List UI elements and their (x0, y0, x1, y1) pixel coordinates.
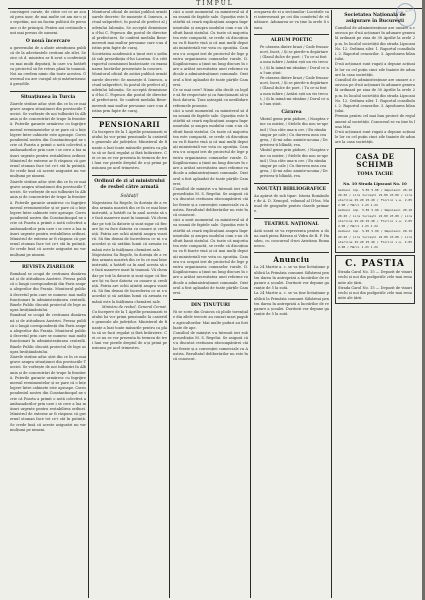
article-text: Ziarele străine aduc știri din ce în ce mai grave asupra situațiunei din provinciile Turciei. Se vorbește de noi tulburări în Albania și de concentrări de trupe la frontieră. Puterile garante urmăresc cu îngrijire mersul evenimentelor și se pare că o înțelegere între cabinete este aproape. Corespondentul nostru din Constantinopol ne scrie că Poarta a primit o notă colectivă a ambasadorilor prin care i se cere a lua măsuri urgente pentru restabilirea ordinei. Ministrul de externe ar fi răspuns că guvernul otoman face tot ce-i stă în putință. Se crede însă că aceste asigurări nu vor mulțumi pe nimeni. (10, 101, 86, 179)
signature: Ministru de resbel, General Cernat. (101, 304, 167, 309)
article-text: căci a sosit momentul ca ministerul să dea seamă de faptele sale. Opoziția este hotărîtă să ceară explicațiuni asupra împrumutului și asupra modului cum s-au cheltuit banii statului. Cu toate că majoritatea este compactă, se crede că discuțiunea va fi foarte viuă și că mai mulți deputați ministeriali vor vota cu opoziția. Camera s-a ocupat ieri de proiectul de lege pentru organizarea comunelor rurale. D. Kogălniceanu a ținut un lung discurs în care a arătat necesitatea unei reforme radicale a administrațiunei comunale. Oratorul a fost aplaudat de toate părțile Camerei. (173, 10, 248, 87)
column-rule (88, 10, 89, 598)
column-2 (92, 10, 167, 598)
article-text: Cu începere de la 1 Aprilie pensionarii statului își vor primi pensiunile la casieriile generale ale județelor. Ministerul de finanțe a luat toate măsurile pentru ca plata să se facă regulat și fără întârziere. Cei ce nu se vor prezenta în termen de trei luni vor pierde dreptul de a-și primi pensiunea pe acel trimestru. (92, 130, 167, 171)
article-text: Ni se scrie din Craiova că ploile torențiale din zilele trecute au cauzat mari pagube agricultorilor. Mai multe poduri au fost luate de ape. (173, 310, 248, 330)
article-text: Societatea academică a ținut ieri o ședință sub președinția d-lui Laurian. S-a citit raportul comisiunei însărcinate cu examinarea lucrărilor prezentate la concurs. (92, 51, 167, 72)
poem-title: Cărarea (281, 110, 302, 116)
announcement-text: La 24 Martie a. c. se va ține licitațiune publică la Primăria comunei Săbăreni pentru darea în antrepriză a lucrărilor de reparare a școalei. Doritorii vor depune garanție de 5 la sută. (254, 265, 329, 291)
notice-text: D-nii acționari sunt rugați a depune acțiunile lor cu cel puțin cinci zile înainte de adunare la casa societății. (335, 130, 415, 145)
advert-text: Strada Carol No. 15 — Depozit de vinuri vechi și noi din podgoriile cele mai renumite ale țării. (338, 270, 412, 285)
exchange-owner: TOMA TACHE (357, 171, 393, 177)
notice-text: D-nii acționari sunt rugați a depune acțiunile lor cu cel puțin cinci zile înainte de adunare la casa societății. (335, 62, 415, 77)
poem (254, 45, 329, 107)
column-rule (169, 10, 170, 598)
notice-text: Consiliul de administrațiune are onoare a convoca pe d-nii acționari în adunare generală ordinară pe ziua de 30 Aprilie la orele 2 p.m. în localul societății din strada Lipscani No. 12. Ordinea zilei: 1. Raportul consiliului. 2. Raportul cenzorilor. 3. Aprobarea bilanțului. (335, 26, 415, 62)
article-text: ocuparea de zi a secțiunilor: Lucrările cari interesează pe cei din comitetul de vânătoare. Adunarea se va ține la orele 8 seara. (254, 10, 329, 30)
separator (254, 183, 329, 184)
article-text: Românul se ocupă de cestiunea dunăreană și de atitudinea Austriei. Pressa publică o lungă corespondență din Paris asupra alegerilor din Franța. Monitorul publică decretul prin care se numesc mai mulți funcționari în administrațiunea centrală. Binele Public discută proiectul de lege asupra învățământului. (10, 271, 86, 313)
pastia-advert (335, 255, 415, 304)
column-1 (10, 10, 86, 598)
article-text: căci a sosit momentul ca ministerul să dea seamă de faptele sale. Opoziția este hotărîtă să ceară explicațiuni asupra împrumutului și asupra modului cum s-au cheltuit banii statului. Cu toate că majoritatea este compactă, se crede că discuțiunea va fi foarte viuă și că mai mulți deputați ministeriali vor vota cu opoziția. Camera s-a ocupat ieri de proiectul de lege pentru organizarea comunelor rurale. D. Kogălniceanu a ținut un lung discurs în care a arătat necesitatea unei reforme radicale a administrațiunei comunale. Oratorul a fost aplaudat de toate părțile Camerei. (173, 108, 248, 186)
article-heading: REVISTA ZIARELOR (21, 264, 75, 270)
article-subheading: Soldați! (120, 193, 139, 199)
poem-text: Vântul geme prin pădure, / Noaptea vine cu mister, / Stelele din nou se-aprind / Una câte una-n cer. / Eu rămân singur pe cale / Cu durerea mea cea grea, / Și-mi aduc aminte-acuma / De privirea-ți blândă, rea. (260, 148, 329, 179)
column-3 (173, 10, 248, 598)
advert-text: Strada Carol No. 15 — Depozit de vinuri vechi și noi din podgoriile cele mai renumite ale țării. (338, 285, 412, 301)
article-text: Cu începere de la 1 Aprilie pensionarii statului își vor primi pensiunile la casieriile generale ale județelor. Ministerul de finanțe a luat toate măsurile pentru ca plata să se facă regulat și fără întârziere. Cei ce nu se vor prezenta în termen de trei luni vor pierde dreptul de a-și primi pensiunea pe acel trimestru. (92, 309, 167, 351)
article-text: Ziarele străine aduc știri din ce în ce mai grave asupra situațiunei din provinciile Turciei. Se vorbește de noi tulburări în Albania și de concentrări de trupe la frontieră. Puterile garante urmăresc cu îngrijire mersul evenimentelor și se pare că o înțelegere între cabinete este aproape. Corespondentul nostru din Constantinopol ne scrie că Poarta a primit o notă colectivă a ambasadorilor prin care i se cere a lua măsuri urgente pentru restabilirea ordinei. Ministrul de externe ar fi răspuns că guvernul otoman face tot ce-i stă în putință. Se crede însă că aceste asigurări nu vor mulțumi pe nimeni. (10, 179, 86, 257)
separator (254, 34, 329, 35)
article-text: Ce se mai cere? Nimic alta decât ca legile să fie respectate și ca funcționarii să-și facă datoria. Țara așteaptă cu nerăbdare reformele promise. (173, 88, 248, 108)
poem-text: Pe cărarea dintre brazi / Cade frunza-ncet, încet, / Și se pierde-n depărtare / Glasul dulce de poet. / Tu ce-ai fost a mea iubire / Astăzi ești un vis trecut, / Și în inimă-mi rămâne / Dorul ce nu l-am știut. (260, 76, 329, 107)
separator (92, 117, 167, 118)
exchange-advert (335, 148, 415, 253)
article-text: Consiliul de miniștri s-a întrunit ieri sub președinția M. S. Regelui. Se asigură că s-a discutat cestiunea răscumpărărei căilor ferate și a convenției comerciale cu Austria. Rezultatul deliberărilor nu este încă cunoscut. (173, 186, 248, 217)
advert-brand: C. PASTIA (345, 259, 405, 270)
separator (92, 175, 167, 176)
separator (254, 218, 329, 219)
poem (254, 117, 329, 179)
article-heading: O nouă încercare (25, 39, 71, 45)
article-heading: ALBUM POETIC (270, 37, 313, 43)
exchange-rates: Galbeni imp. 5.85 5.90 / Napoleoni 20.10 20.20 / Lire turcești 22.80 23.00 / Lire sterline 25.20 25.40 / Florini v.a. 2.05 2.08 / Mărci 1.23 1.24 (338, 187, 412, 208)
article-heading: DIN ȚINUTURI (190, 303, 231, 309)
poem-text: Vântul geme prin pădure, / Noaptea vine cu mister, / Stelele din nou se-aprind / Una câte una-n cer. / Eu rămân singur pe cale / Cu durerea mea cea grea, / Și-mi aduc aminte-acuma / De privirea-ți blândă, rea. (260, 117, 329, 148)
separator (10, 261, 86, 262)
article-text: a guvernului de a abate atențiunea publică de la adevăratele cestiuni ale zilei. Se zice că d. ministru ar fi avut o conferință cu mai mulți deputați, în care s-a hotărît ca proiectul să fie retras până în toamnă. Noi nu credem nimic din toate acestea. Guvernul nu are curajul să-și mărturisească greșelile. (10, 46, 86, 87)
separator (173, 299, 248, 300)
article-text: Ziarele străine aduc știri din ce în ce mai grave asupra situațiunei din provinciile Turciei. Se vorbește de noi tulburări în Albania și de concentrări de trupe la frontieră. Puterile garante urmăresc cu îngrijire mersul evenimentelor și se pare că o înțelegere între cabinete este aproape. Corespondentul nostru din Constantinopol ne scrie că Poarta a primit o notă colectivă a ambasadorilor prin care i se cere a lua măsuri urgente pentru restabilirea ordinei. Ministrul de externe ar fi răspuns că guvernul otoman face tot ce-i stă în putință. Se crede însă că aceste asigurări nu vor mulțumi pe nimeni. (10, 354, 86, 432)
article-text: Românul se ocupă de cestiunea dunăreană și de atitudinea Austriei. Pressa publică o lungă corespondență din Paris asupra alegerilor din Franța. Monitorul publică decretul prin care se numesc mai mulți funcționari în administrațiunea centrală. Binele Public discută proiectul de lege asupra învățământului. (10, 313, 86, 354)
library-stamp: BIBL. ACAD. (394, 1, 419, 29)
article-text: Majestatea Sa Regele, în dorința de a vedea armata noastră din ce în ce mai bine instruită, a hotărît ca în anul acesta să se facă manevre mari în toamnă. Vă chem dar pe toți la datorie și sunt sigur că fiecare își va face datoria cu onoare și credință. Patria are ochii ațintiți asupra voastră. Să fim demni de încrederea ce ni s-a acordat și să arătăm lumii că armata română este la înălțimea chemărei sale. (92, 252, 167, 304)
notice-heading: Societatea Naționala de asigurare în București (344, 13, 406, 24)
article-text: convingeri curate, de către cei ce ne acuză prea ușor, de mai multe ori am zis-o și o repetăm, noi nu facem politică de persoane ci de principii. Pentru noi cestiunile sunt mai presus de oameni. (10, 10, 86, 35)
article-heading: Ordinul de zi al ministrului de resbel către armată (94, 178, 165, 190)
column-4 (254, 10, 329, 598)
page-header (8, 0, 422, 9)
exchange-rates-table (338, 188, 412, 250)
announcement-text: La 24 Martie a. c. se va ține licitațiune publică la Primăria comunei Săbăreni pentru darea în antrepriză a lucrărilor de reparare a școalei. Doritorii vor depune garanție de 5 la sută. (254, 291, 329, 317)
article-text: Majestatea Sa Regele, în dorința de a vedea armata noastră din ce în ce mai bine instruită, a hotărît ca în anul acesta să se facă manevre mari în toamnă. Vă chem dar pe toți la datorie și sunt sigur că fiecare își va face datoria cu onoare și credință. Patria are ochii ațintiți asupra voastră. Să fim demni de încrederea ce ni s-a acordat și să arătăm lumii că armata română este la înălțimea chemărei sale. (92, 200, 167, 252)
article-text: Monitorul oficial de astăzi publică următoarele decrete: Se numește d. Ionescu, actual subprefect, în postul de prefect al județului Ialomița. Se acceptă demisiunea d-lui C. Popescu din postul de director al prefecturei. Se conferă medalia Bene-merenti mai multor persoane care s-au distins prin fapte de curaj. (92, 10, 167, 51)
exchange-title: CASA DE SCHIMB (355, 151, 395, 169)
article-heading: NOUTĂȚI BIBLIOGRAFICE (256, 186, 327, 192)
article-text: Consiliul de miniștri s-a întrunit ieri sub președinția M. S. Regelui. Se asigură că s-a discutat cestiunea răscumpărărei căilor ferate și a convenției comerciale cu Austria. Rezultatul deliberărilor nu este încă cunoscut. (173, 330, 248, 361)
article-heading: PENSIONARII (98, 120, 161, 130)
separator (254, 252, 329, 253)
article-text: Au apărut de sub tipar: Istoria Românilor de A. D. Xenopol, volumul al II-lea. Manual de geografie pentru clasele primare. (254, 193, 329, 214)
newspaper-title: TIMPUL (196, 0, 234, 7)
column-rule (331, 10, 332, 598)
announcement-heading: Anunciu (273, 255, 310, 265)
separator (10, 91, 86, 92)
exchange-rates: Galbeni imp. 5.85 5.90 / Napoleoni 20.10 20.20 / Lire turcești 22.80 23.00 / Lire sterline 25.20 25.40 / Florini v.a. 2.05 2.08 / Mărci 1.23 1.24 (338, 208, 412, 229)
column-rule (250, 10, 251, 598)
article-heading: Situațiunea în Turcia (20, 94, 76, 100)
exchange-address: No. 10 Strada Lipscani No. 10 (343, 180, 407, 186)
poem-text: Pe cărarea dintre brazi / Cade frunza-ncet, încet, / Și se pierde-n depărtare / Glasul dulce de poet. / Tu ce-ai fost a mea iubire / Astăzi ești un vis trecut, / Și în inimă-mi rămâne / Dorul ce nu l-am știut. (260, 44, 329, 75)
notice-text: Consiliul de administrațiune are onoare a convoca pe d-nii acționari în adunare generală ordinară pe ziua de 30 Aprilie la orele 2 p.m. în localul societății din strada Lipscani No. 12. Ordinea zilei: 1. Raportul consiliului. 2. Raportul cenzorilor. 3. Aprobarea bilanțului. (335, 78, 415, 114)
exchange-rates: Galbeni imp. 5.85 5.90 / Napoleoni 20.10 20.20 / Lire turcești 22.80 23.00 / Lire sterline 25.20 25.40 / Florini v.a. 2.05 2.08 / Mărci 1.23 1.24 (338, 229, 412, 249)
column-5 (335, 10, 415, 598)
article-heading: TEATRUL NAȚIONAL (264, 221, 319, 227)
notice-text: Premiu pentru cel mai bun proiect de regulament al societății. Concursul se va ține în luna Mai. (335, 114, 415, 129)
article-text: Astă seară se va reprezenta pentru a doua oară piesa Răzvan și Vidra de B. P. Hasdeu, cu concursul d-nei Aristizza Romanescu. (254, 228, 329, 249)
article-text: Monitorul oficial de astăzi publică următoarele decrete: Se numește d. Ionescu, actual subprefect, în postul de prefect al județului Ialomița. Se acceptă demisiunea d-lui C. Popescu din postul de director al prefecturei. Se conferă medalia Bene-merenti mai multor persoane care s-au distins prin fapte de curaj. (92, 72, 167, 113)
article-text: căci a sosit momentul ca ministerul să dea seamă de faptele sale. Opoziția este hotărîtă să ceară explicațiuni asupra împrumutului și asupra modului cum s-au cheltuit banii statului. Cu toate că majoritatea este compactă, se crede că discuțiunea va fi foarte viuă și că mai mulți deputați ministeriali vor vota cu opoziția. Camera s-a ocupat ieri de proiectul de lege pentru organizarea comunelor rurale. D. Kogălniceanu a ținut un lung discurs în care a arătat necesitatea unei reforme radicale a administrațiunei comunale. Oratorul a fost aplaudat de toate părțile Camerei. (173, 218, 248, 295)
